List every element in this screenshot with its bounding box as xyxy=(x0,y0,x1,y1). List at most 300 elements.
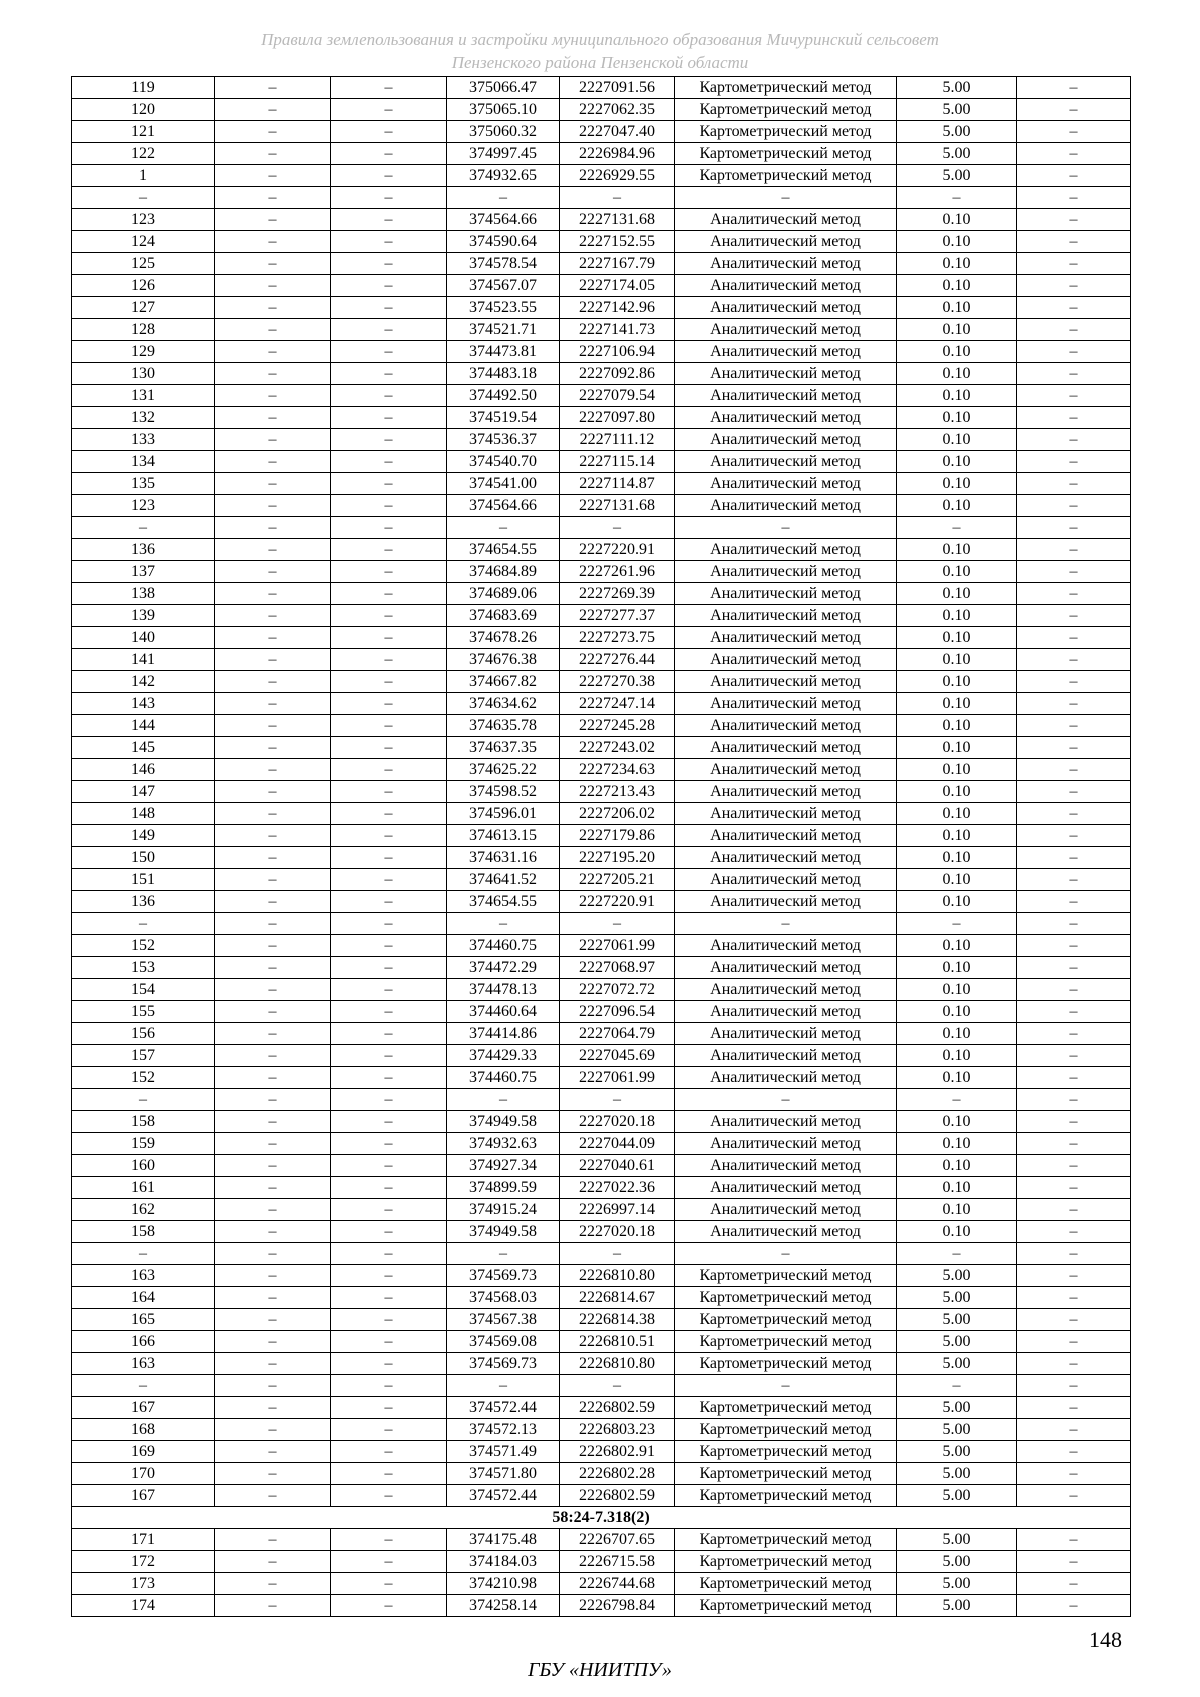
table-row xyxy=(72,1309,1131,1331)
table-cell: – xyxy=(331,1573,447,1595)
table-cell: Аналитический метод xyxy=(675,1067,897,1089)
table-cell: – xyxy=(331,627,447,649)
table-row xyxy=(72,781,1131,803)
table-cell: 374569.73 xyxy=(447,1265,560,1287)
table-row xyxy=(72,693,1131,715)
table-cell: 374519.54 xyxy=(447,407,560,429)
table-cell: 5.00 xyxy=(897,99,1017,121)
table-row xyxy=(72,825,1131,847)
table-cell: 374997.45 xyxy=(447,143,560,165)
table-cell: 5.00 xyxy=(897,165,1017,187)
table-cell: 149 xyxy=(72,825,215,847)
table-cell: 374567.38 xyxy=(447,1309,560,1331)
header-line-1: Правила землепользования и застройки муниципального образования Мичуринский сельсовет xyxy=(261,30,939,49)
table-cell: Картометрический метод xyxy=(675,1529,897,1551)
table-cell: – xyxy=(331,1265,447,1287)
table-cell: – xyxy=(215,869,331,891)
table-cell: – xyxy=(331,451,447,473)
table-cell: – xyxy=(1017,1265,1131,1287)
table-cell: Аналитический метод xyxy=(675,407,897,429)
table-cell: – xyxy=(1017,495,1131,517)
table-cell: Картометрический метод xyxy=(675,1573,897,1595)
table-cell: 0.10 xyxy=(897,495,1017,517)
table-cell: – xyxy=(331,781,447,803)
table-cell: – xyxy=(1017,1243,1131,1265)
table-row xyxy=(72,671,1131,693)
table-cell: 2227092.86 xyxy=(560,363,675,385)
table-cell: Аналитический метод xyxy=(675,781,897,803)
table-cell: 0.10 xyxy=(897,1045,1017,1067)
table-cell: Картометрический метод xyxy=(675,1463,897,1485)
table-cell: Аналитический метод xyxy=(675,231,897,253)
table-cell: Картометрический метод xyxy=(675,1265,897,1287)
table-row xyxy=(72,429,1131,451)
table-row xyxy=(72,1155,1131,1177)
table-cell: Аналитический метод xyxy=(675,1177,897,1199)
table-cell: – xyxy=(331,275,447,297)
table-cell: – xyxy=(331,1067,447,1089)
table-cell: 0.10 xyxy=(897,1023,1017,1045)
table-cell: Аналитический метод xyxy=(675,1199,897,1221)
table-cell: – xyxy=(331,1485,447,1507)
table-cell: – xyxy=(72,1089,215,1111)
table-cell: Аналитический метод xyxy=(675,957,897,979)
table-cell: 2226803.23 xyxy=(560,1419,675,1441)
table-cell: – xyxy=(1017,77,1131,99)
table-cell: 0.10 xyxy=(897,341,1017,363)
table-cell: – xyxy=(1017,319,1131,341)
table-cell: Картометрический метод xyxy=(675,1595,897,1617)
table-cell: 152 xyxy=(72,1067,215,1089)
table-row xyxy=(72,297,1131,319)
table-cell: – xyxy=(215,583,331,605)
table-cell: 0.10 xyxy=(897,1199,1017,1221)
table-cell: 2227115.14 xyxy=(560,451,675,473)
table-row xyxy=(72,847,1131,869)
table-cell: 374572.44 xyxy=(447,1397,560,1419)
table-cell: – xyxy=(1017,1133,1131,1155)
table-cell: 122 xyxy=(72,143,215,165)
table-cell: – xyxy=(1017,935,1131,957)
table-cell: Аналитический метод xyxy=(675,275,897,297)
table-cell: 374460.75 xyxy=(447,1067,560,1089)
table-cell: – xyxy=(1017,1221,1131,1243)
table-cell: 2227064.79 xyxy=(560,1023,675,1045)
table-cell: 0.10 xyxy=(897,407,1017,429)
table-cell: – xyxy=(72,1243,215,1265)
table-cell: – xyxy=(215,319,331,341)
table-cell: – xyxy=(331,1463,447,1485)
table-cell: Картометрический метод xyxy=(675,1287,897,1309)
table-cell: Аналитический метод xyxy=(675,539,897,561)
table-cell: – xyxy=(675,517,897,539)
table-cell: – xyxy=(331,1221,447,1243)
table-cell: – xyxy=(331,1595,447,1617)
table-cell: – xyxy=(215,627,331,649)
table-cell: 5.00 xyxy=(897,1551,1017,1573)
table-cell: – xyxy=(1017,1353,1131,1375)
table-cell: 170 xyxy=(72,1463,215,1485)
table-cell: 136 xyxy=(72,539,215,561)
table-cell: 2227213.43 xyxy=(560,781,675,803)
table-cell: 374210.98 xyxy=(447,1573,560,1595)
table-cell: – xyxy=(331,231,447,253)
table-cell: 374460.64 xyxy=(447,1001,560,1023)
table-cell: 2226802.91 xyxy=(560,1441,675,1463)
table-cell: 171 xyxy=(72,1529,215,1551)
table-cell: – xyxy=(331,363,447,385)
table-cell: 2227068.97 xyxy=(560,957,675,979)
table-row xyxy=(72,1067,1131,1089)
table-cell: 374899.59 xyxy=(447,1177,560,1199)
table-cell: – xyxy=(1017,99,1131,121)
table-cell: 0.10 xyxy=(897,803,1017,825)
table-cell: – xyxy=(560,1375,675,1397)
table-cell: Картометрический метод xyxy=(675,1551,897,1573)
table-cell: – xyxy=(215,253,331,275)
table-cell: – xyxy=(215,1573,331,1595)
table-cell: 374567.07 xyxy=(447,275,560,297)
table-cell: Аналитический метод xyxy=(675,297,897,319)
table-cell: 374676.38 xyxy=(447,649,560,671)
table-cell: – xyxy=(1017,341,1131,363)
table-row xyxy=(72,341,1131,363)
table-cell: – xyxy=(215,1045,331,1067)
table-cell: 127 xyxy=(72,297,215,319)
table-cell: – xyxy=(1017,759,1131,781)
table-cell: Аналитический метод xyxy=(675,935,897,957)
table-cell: 5.00 xyxy=(897,1309,1017,1331)
table-cell: – xyxy=(1017,385,1131,407)
table-cell: 5.00 xyxy=(897,121,1017,143)
table-cell: – xyxy=(215,165,331,187)
table-cell: 0.10 xyxy=(897,231,1017,253)
table-cell: 124 xyxy=(72,231,215,253)
table-cell: 374641.52 xyxy=(447,869,560,891)
table-cell: 5.00 xyxy=(897,1463,1017,1485)
table-cell: 2226810.51 xyxy=(560,1331,675,1353)
table-cell: Аналитический метод xyxy=(675,385,897,407)
table-cell: Картометрический метод xyxy=(675,165,897,187)
table-cell: 0.10 xyxy=(897,561,1017,583)
table-cell: 2226814.67 xyxy=(560,1287,675,1309)
table-cell: – xyxy=(1017,187,1131,209)
table-cell: – xyxy=(215,539,331,561)
table-cell: 2227062.35 xyxy=(560,99,675,121)
table-cell: – xyxy=(331,605,447,627)
table-row xyxy=(72,1001,1131,1023)
table-cell: – xyxy=(1017,605,1131,627)
table-cell: – xyxy=(447,1375,560,1397)
table-cell: 168 xyxy=(72,1419,215,1441)
table-cell: 0.10 xyxy=(897,693,1017,715)
table-cell: – xyxy=(215,1441,331,1463)
table-cell: 172 xyxy=(72,1551,215,1573)
table-row xyxy=(72,99,1131,121)
table-cell: 131 xyxy=(72,385,215,407)
table-cell: 374483.18 xyxy=(447,363,560,385)
table-cell: 2227114.87 xyxy=(560,473,675,495)
table-cell: 5.00 xyxy=(897,77,1017,99)
table-cell: 0.10 xyxy=(897,539,1017,561)
table-cell: 133 xyxy=(72,429,215,451)
table-cell: – xyxy=(560,187,675,209)
table-cell: 2227167.79 xyxy=(560,253,675,275)
table-row xyxy=(72,1243,1131,1265)
table-row xyxy=(72,363,1131,385)
table-cell: 1 xyxy=(72,165,215,187)
table-cell: – xyxy=(215,1595,331,1617)
table-cell: – xyxy=(331,187,447,209)
table-cell: – xyxy=(447,517,560,539)
table-cell: – xyxy=(215,1001,331,1023)
table-cell: – xyxy=(1017,1199,1131,1221)
table-cell: 5.00 xyxy=(897,1573,1017,1595)
table-cell: Аналитический метод xyxy=(675,605,897,627)
table-row xyxy=(72,121,1131,143)
table-cell: – xyxy=(215,341,331,363)
table-row xyxy=(72,495,1131,517)
table-cell: – xyxy=(331,1397,447,1419)
table-row xyxy=(72,275,1131,297)
table-row xyxy=(72,1177,1131,1199)
table-cell: – xyxy=(215,121,331,143)
table-cell: 123 xyxy=(72,209,215,231)
table-cell: – xyxy=(1017,363,1131,385)
table-row xyxy=(72,407,1131,429)
table-cell: 2227096.54 xyxy=(560,1001,675,1023)
table-row xyxy=(72,1265,1131,1287)
table-cell: – xyxy=(675,187,897,209)
table-cell: – xyxy=(1017,847,1131,869)
table-cell: – xyxy=(1017,231,1131,253)
table-cell: Аналитический метод xyxy=(675,671,897,693)
table-cell: – xyxy=(1017,1573,1131,1595)
table-cell: 374654.55 xyxy=(447,539,560,561)
table-cell: 2227044.09 xyxy=(560,1133,675,1155)
table-cell: 0.10 xyxy=(897,649,1017,671)
table-cell: 0.10 xyxy=(897,891,1017,913)
table-cell: – xyxy=(331,1111,447,1133)
table-cell: 2227142.96 xyxy=(560,297,675,319)
table-cell: Картометрический метод xyxy=(675,1441,897,1463)
table-cell: – xyxy=(1017,1023,1131,1045)
table-cell: 174 xyxy=(72,1595,215,1617)
table-cell: 143 xyxy=(72,693,215,715)
table-cell: Аналитический метод xyxy=(675,473,897,495)
table-cell: 374571.80 xyxy=(447,1463,560,1485)
table-cell: – xyxy=(215,1243,331,1265)
table-cell: – xyxy=(215,385,331,407)
table-row xyxy=(72,1419,1131,1441)
table-cell: – xyxy=(215,77,331,99)
table-cell: 0.10 xyxy=(897,385,1017,407)
table-cell: Картометрический метод xyxy=(675,77,897,99)
table-cell: 374634.62 xyxy=(447,693,560,715)
table-cell: – xyxy=(215,1067,331,1089)
table-cell: – xyxy=(215,847,331,869)
table-cell: – xyxy=(331,143,447,165)
table-cell: – xyxy=(331,1177,447,1199)
table-cell: 138 xyxy=(72,583,215,605)
table-cell: – xyxy=(897,1375,1017,1397)
table-cell: – xyxy=(1017,1595,1131,1617)
table-cell: 152 xyxy=(72,935,215,957)
table-cell: – xyxy=(215,1397,331,1419)
table-cell: – xyxy=(331,825,447,847)
table-cell: 5.00 xyxy=(897,1265,1017,1287)
table-cell: 141 xyxy=(72,649,215,671)
table-cell: Аналитический метод xyxy=(675,253,897,275)
table-cell: – xyxy=(215,781,331,803)
table-cell: 2227206.02 xyxy=(560,803,675,825)
table-cell: – xyxy=(215,1331,331,1353)
table-cell: – xyxy=(215,935,331,957)
table-cell: – xyxy=(1017,913,1131,935)
table-row xyxy=(72,1485,1131,1507)
table-cell: 0.10 xyxy=(897,1067,1017,1089)
table-cell: – xyxy=(72,913,215,935)
table-cell: 2226802.28 xyxy=(560,1463,675,1485)
table-cell: 163 xyxy=(72,1265,215,1287)
table-cell: 375066.47 xyxy=(447,77,560,99)
table-cell: – xyxy=(1017,671,1131,693)
table-cell: 2226810.80 xyxy=(560,1353,675,1375)
table-cell: 144 xyxy=(72,715,215,737)
table-cell: – xyxy=(215,1111,331,1133)
table-cell: – xyxy=(447,1243,560,1265)
table-cell: 374637.35 xyxy=(447,737,560,759)
table-row xyxy=(72,561,1131,583)
table-row xyxy=(72,319,1131,341)
table-cell: – xyxy=(331,935,447,957)
table-cell: – xyxy=(215,495,331,517)
table-cell: 0.10 xyxy=(897,275,1017,297)
table-cell: Аналитический метод xyxy=(675,649,897,671)
table-cell: 0.10 xyxy=(897,715,1017,737)
table-row xyxy=(72,1463,1131,1485)
table-cell: – xyxy=(1017,1419,1131,1441)
table-cell: 2227261.96 xyxy=(560,561,675,583)
table-cell: Аналитический метод xyxy=(675,803,897,825)
table-cell: Картометрический метод xyxy=(675,1353,897,1375)
table-cell: – xyxy=(215,759,331,781)
table-cell: 161 xyxy=(72,1177,215,1199)
table-cell: 158 xyxy=(72,1221,215,1243)
table-cell: 2227220.91 xyxy=(560,539,675,561)
table-cell: – xyxy=(215,803,331,825)
table-cell: 5.00 xyxy=(897,1353,1017,1375)
table-cell: – xyxy=(1017,1067,1131,1089)
table-cell: 151 xyxy=(72,869,215,891)
table-cell: 150 xyxy=(72,847,215,869)
table-cell: 0.10 xyxy=(897,583,1017,605)
table-cell: 169 xyxy=(72,1441,215,1463)
table-row xyxy=(72,1133,1131,1155)
table-cell: 119 xyxy=(72,77,215,99)
table-cell: Аналитический метод xyxy=(675,1023,897,1045)
table-cell: Аналитический метод xyxy=(675,979,897,1001)
table-cell: – xyxy=(897,913,1017,935)
table-cell: – xyxy=(1017,891,1131,913)
table-cell: – xyxy=(1017,583,1131,605)
table-cell: 374568.03 xyxy=(447,1287,560,1309)
table-cell: 0.10 xyxy=(897,737,1017,759)
table-cell: – xyxy=(1017,1045,1131,1067)
table-cell: 0.10 xyxy=(897,1221,1017,1243)
table-cell: 167 xyxy=(72,1397,215,1419)
coordinates-table-body xyxy=(72,77,1131,1617)
table-cell: – xyxy=(1017,517,1131,539)
table-cell: 125 xyxy=(72,253,215,275)
table-cell: Аналитический метод xyxy=(675,1133,897,1155)
table-cell: – xyxy=(331,693,447,715)
table-row xyxy=(72,935,1131,957)
table-cell: – xyxy=(1017,143,1131,165)
table-cell: – xyxy=(215,1287,331,1309)
table-cell: – xyxy=(1017,253,1131,275)
table-row xyxy=(72,649,1131,671)
table-cell: – xyxy=(1017,1397,1131,1419)
table-cell: 2226707.65 xyxy=(560,1529,675,1551)
table-cell: 374571.49 xyxy=(447,1441,560,1463)
table-row xyxy=(72,803,1131,825)
table-cell: 374949.58 xyxy=(447,1111,560,1133)
table-cell: 5.00 xyxy=(897,1529,1017,1551)
table-cell: Аналитический метод xyxy=(675,891,897,913)
table-cell: 0.10 xyxy=(897,253,1017,275)
table-cell: – xyxy=(215,561,331,583)
table-cell: – xyxy=(560,913,675,935)
table-cell: 162 xyxy=(72,1199,215,1221)
table-row xyxy=(72,913,1131,935)
table-cell: – xyxy=(331,407,447,429)
table-cell: 0.10 xyxy=(897,451,1017,473)
table-cell: 0.10 xyxy=(897,1155,1017,1177)
table-cell: 374569.73 xyxy=(447,1353,560,1375)
table-cell: – xyxy=(215,143,331,165)
table-cell: 374613.15 xyxy=(447,825,560,847)
table-cell: – xyxy=(215,737,331,759)
table-cell: – xyxy=(1017,1529,1131,1551)
table-cell: 374460.75 xyxy=(447,935,560,957)
table-cell: 2226814.38 xyxy=(560,1309,675,1331)
table-cell: 2227022.36 xyxy=(560,1177,675,1199)
table-cell: 2227079.54 xyxy=(560,385,675,407)
table-cell: 5.00 xyxy=(897,1485,1017,1507)
table-cell: 0.10 xyxy=(897,671,1017,693)
table-cell: – xyxy=(1017,693,1131,715)
table-cell: – xyxy=(215,913,331,935)
table-cell: – xyxy=(331,583,447,605)
table-cell: – xyxy=(215,1023,331,1045)
table-cell: – xyxy=(447,1089,560,1111)
table-row xyxy=(72,385,1131,407)
table-cell: 374932.65 xyxy=(447,165,560,187)
table-cell: 2226744.68 xyxy=(560,1573,675,1595)
table-cell: 374667.82 xyxy=(447,671,560,693)
table-cell: – xyxy=(1017,1331,1131,1353)
table-cell: – xyxy=(331,517,447,539)
table-cell: 374414.86 xyxy=(447,1023,560,1045)
table-cell: 374915.24 xyxy=(447,1199,560,1221)
table-cell: – xyxy=(560,517,675,539)
table-row xyxy=(72,187,1131,209)
table-cell: – xyxy=(331,1155,447,1177)
table-cell: – xyxy=(331,1441,447,1463)
table-cell: 135 xyxy=(72,473,215,495)
table-cell: 2227220.91 xyxy=(560,891,675,913)
